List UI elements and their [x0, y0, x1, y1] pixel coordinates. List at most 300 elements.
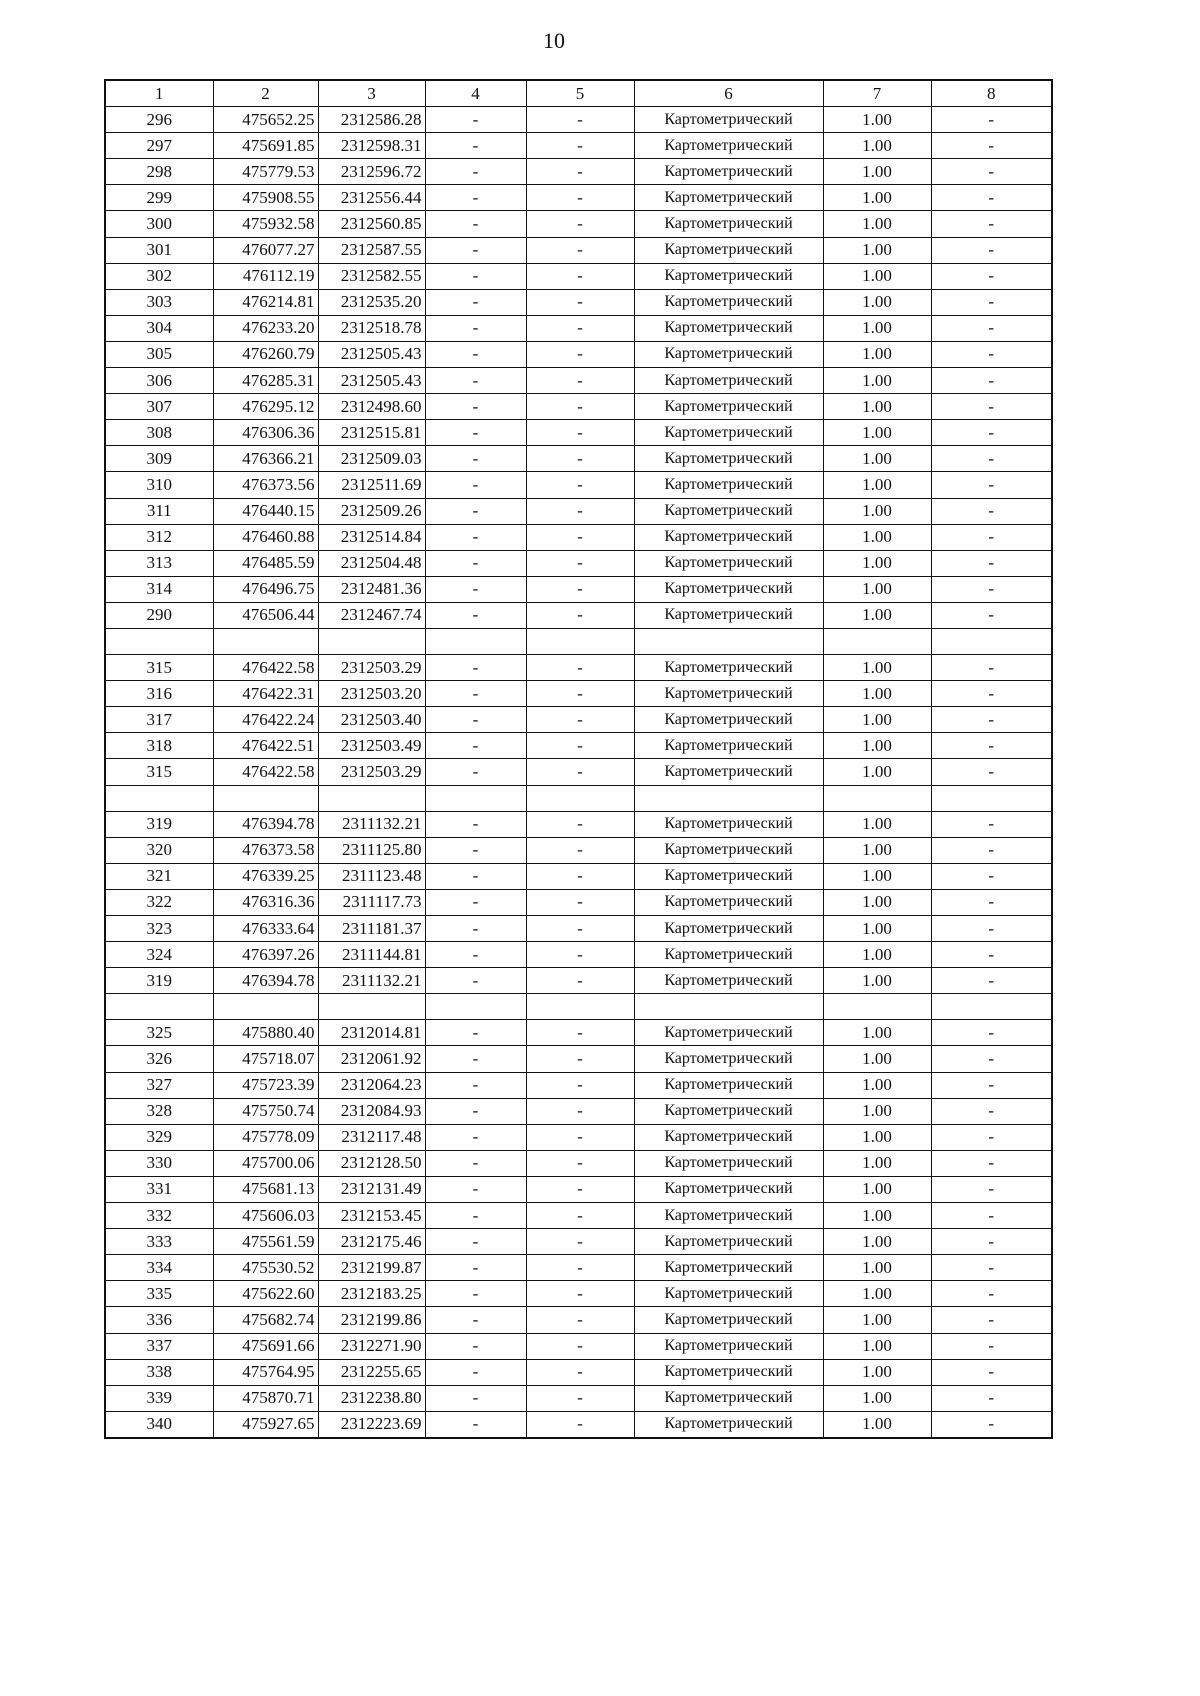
col-5-cell: - [526, 681, 634, 707]
accuracy-cell: 1.00 [823, 341, 931, 367]
table-row [105, 602, 1052, 628]
accuracy-cell [823, 994, 931, 1020]
y-coordinate-cell: 2312514.84 [318, 524, 425, 550]
col-4-cell: - [425, 394, 526, 420]
col-8-cell: - [931, 550, 1052, 576]
separator-row [105, 628, 1052, 654]
point-number-cell: 332 [105, 1203, 213, 1229]
method-cell: Картометрический [634, 1020, 823, 1046]
method-cell: Картометрический [634, 707, 823, 733]
table-row [105, 446, 1052, 472]
method-cell: Картометрический [634, 315, 823, 341]
x-coordinate-cell: 475691.66 [213, 1333, 318, 1359]
point-number-cell: 314 [105, 576, 213, 602]
y-coordinate-cell: 2312503.29 [318, 655, 425, 681]
table-row [105, 1176, 1052, 1202]
col-4-cell: - [425, 889, 526, 915]
point-number-cell: 327 [105, 1072, 213, 1098]
col-8-cell: - [931, 368, 1052, 394]
col-5-cell: - [526, 602, 634, 628]
method-cell: Картометрический [634, 524, 823, 550]
method-cell: Картометрический [634, 655, 823, 681]
point-number-cell: 300 [105, 211, 213, 237]
col-4-cell: - [425, 1098, 526, 1124]
table-row [105, 472, 1052, 498]
col-8-cell: - [931, 420, 1052, 446]
x-coordinate-cell: 475764.95 [213, 1359, 318, 1385]
x-coordinate-cell [213, 628, 318, 654]
col-8-cell: - [931, 916, 1052, 942]
accuracy-cell: 1.00 [823, 655, 931, 681]
x-coordinate-cell: 475927.65 [213, 1411, 318, 1438]
table-row [105, 1124, 1052, 1150]
y-coordinate-cell: 2312598.31 [318, 133, 425, 159]
accuracy-cell: 1.00 [823, 602, 931, 628]
col-5-cell: - [526, 837, 634, 863]
separator-row [105, 994, 1052, 1020]
point-number-cell: 339 [105, 1385, 213, 1411]
y-coordinate-cell: 2312498.60 [318, 394, 425, 420]
point-number-cell: 315 [105, 759, 213, 785]
col-4-cell: - [425, 942, 526, 968]
y-coordinate-cell: 2312505.43 [318, 368, 425, 394]
table-row [105, 211, 1052, 237]
col-4-cell: - [425, 211, 526, 237]
col-4-cell: - [425, 368, 526, 394]
y-coordinate-cell: 2312586.28 [318, 107, 425, 133]
accuracy-cell: 1.00 [823, 368, 931, 394]
col-8-cell: - [931, 968, 1052, 994]
col-8-cell: - [931, 1124, 1052, 1150]
y-coordinate-cell: 2311123.48 [318, 863, 425, 889]
point-number-cell: 329 [105, 1124, 213, 1150]
y-coordinate-cell: 2311144.81 [318, 942, 425, 968]
col-8-cell: - [931, 681, 1052, 707]
col-8-cell: - [931, 159, 1052, 185]
col-8-cell: - [931, 1255, 1052, 1281]
col-4-cell: - [425, 341, 526, 367]
point-number-cell: 311 [105, 498, 213, 524]
point-number-cell: 308 [105, 420, 213, 446]
table-row [105, 1046, 1052, 1072]
method-cell [634, 785, 823, 811]
col-5-cell: - [526, 968, 634, 994]
y-coordinate-cell: 2312131.49 [318, 1176, 425, 1202]
y-coordinate-cell: 2312504.48 [318, 550, 425, 576]
x-coordinate-cell: 476366.21 [213, 446, 318, 472]
method-cell: Картометрический [634, 472, 823, 498]
method-cell: Картометрический [634, 681, 823, 707]
accuracy-cell: 1.00 [823, 159, 931, 185]
col-5-cell: - [526, 1203, 634, 1229]
y-coordinate-cell: 2312199.87 [318, 1255, 425, 1281]
y-coordinate-cell: 2312511.69 [318, 472, 425, 498]
x-coordinate-cell: 476485.59 [213, 550, 318, 576]
col-8-cell: - [931, 1411, 1052, 1438]
table-row [105, 263, 1052, 289]
col-5-cell: - [526, 341, 634, 367]
point-number-cell: 305 [105, 341, 213, 367]
col-5-cell: - [526, 889, 634, 915]
point-number-cell: 310 [105, 472, 213, 498]
y-coordinate-cell: 2312223.69 [318, 1411, 425, 1438]
col-4-cell: - [425, 159, 526, 185]
col-4-cell: - [425, 576, 526, 602]
y-coordinate-cell: 2312238.80 [318, 1385, 425, 1411]
col-4-cell: - [425, 524, 526, 550]
col-5-cell [526, 994, 634, 1020]
accuracy-cell: 1.00 [823, 1203, 931, 1229]
table-row [105, 863, 1052, 889]
col-4-cell: - [425, 655, 526, 681]
col-4-cell: - [425, 863, 526, 889]
x-coordinate-cell: 475681.13 [213, 1176, 318, 1202]
col-5-cell: - [526, 550, 634, 576]
point-number-cell: 313 [105, 550, 213, 576]
accuracy-cell: 1.00 [823, 1359, 931, 1385]
point-number-cell: 323 [105, 916, 213, 942]
accuracy-cell: 1.00 [823, 863, 931, 889]
column-header: 1 [105, 80, 213, 107]
accuracy-cell: 1.00 [823, 916, 931, 942]
col-5-cell: - [526, 315, 634, 341]
x-coordinate-cell: 475606.03 [213, 1203, 318, 1229]
y-coordinate-cell: 2312255.65 [318, 1359, 425, 1385]
col-8-cell: - [931, 394, 1052, 420]
col-4-cell: - [425, 1307, 526, 1333]
method-cell: Картометрический [634, 576, 823, 602]
col-5-cell: - [526, 263, 634, 289]
col-5-cell: - [526, 211, 634, 237]
col-8-cell: - [931, 341, 1052, 367]
col-8-cell: - [931, 889, 1052, 915]
col-5-cell: - [526, 733, 634, 759]
x-coordinate-cell: 475691.85 [213, 133, 318, 159]
column-header: 2 [213, 80, 318, 107]
table-row [105, 916, 1052, 942]
method-cell: Картометрический [634, 237, 823, 263]
method-cell: Картометрический [634, 1255, 823, 1281]
col-4-cell: - [425, 315, 526, 341]
method-cell: Картометрический [634, 107, 823, 133]
accuracy-cell: 1.00 [823, 1176, 931, 1202]
col-4-cell: - [425, 107, 526, 133]
col-8-cell: - [931, 655, 1052, 681]
point-number-cell: 335 [105, 1281, 213, 1307]
col-8-cell: - [931, 707, 1052, 733]
method-cell: Картометрический [634, 916, 823, 942]
column-header: 4 [425, 80, 526, 107]
y-coordinate-cell: 2312587.55 [318, 237, 425, 263]
table-row [105, 1020, 1052, 1046]
y-coordinate-cell: 2312503.49 [318, 733, 425, 759]
x-coordinate-cell: 475622.60 [213, 1281, 318, 1307]
col-8-cell: - [931, 1281, 1052, 1307]
col-8-cell: - [931, 107, 1052, 133]
point-number-cell: 331 [105, 1176, 213, 1202]
y-coordinate-cell: 2312061.92 [318, 1046, 425, 1072]
col-4-cell [425, 994, 526, 1020]
col-4-cell: - [425, 1333, 526, 1359]
x-coordinate-cell: 476077.27 [213, 237, 318, 263]
point-number-cell: 322 [105, 889, 213, 915]
table-row [105, 341, 1052, 367]
table-row [105, 759, 1052, 785]
y-coordinate-cell: 2312535.20 [318, 289, 425, 315]
method-cell: Картометрический [634, 602, 823, 628]
table-row [105, 707, 1052, 733]
x-coordinate-cell: 476214.81 [213, 289, 318, 315]
y-coordinate-cell: 2311132.21 [318, 811, 425, 837]
col-5-cell: - [526, 159, 634, 185]
column-header: 7 [823, 80, 931, 107]
col-4-cell [425, 628, 526, 654]
table-row [105, 1098, 1052, 1124]
point-number-cell: 321 [105, 863, 213, 889]
point-number-cell: 336 [105, 1307, 213, 1333]
point-number-cell: 301 [105, 237, 213, 263]
col-8-cell: - [931, 1046, 1052, 1072]
col-4-cell: - [425, 1203, 526, 1229]
accuracy-cell: 1.00 [823, 185, 931, 211]
method-cell: Картометрический [634, 1124, 823, 1150]
table-row [105, 1229, 1052, 1255]
col-4-cell: - [425, 446, 526, 472]
table-header-row [105, 80, 1052, 107]
point-number-cell: 298 [105, 159, 213, 185]
y-coordinate-cell: 2312503.29 [318, 759, 425, 785]
accuracy-cell: 1.00 [823, 837, 931, 863]
col-5-cell: - [526, 1333, 634, 1359]
x-coordinate-cell: 475908.55 [213, 185, 318, 211]
col-8-cell: - [931, 811, 1052, 837]
col-5-cell: - [526, 524, 634, 550]
col-8-cell: - [931, 863, 1052, 889]
col-4-cell: - [425, 681, 526, 707]
method-cell: Картометрический [634, 968, 823, 994]
x-coordinate-cell: 476460.88 [213, 524, 318, 550]
y-coordinate-cell: 2311181.37 [318, 916, 425, 942]
x-coordinate-cell: 475561.59 [213, 1229, 318, 1255]
y-coordinate-cell: 2312481.36 [318, 576, 425, 602]
col-8-cell: - [931, 524, 1052, 550]
table-row [105, 107, 1052, 133]
col-4-cell: - [425, 1176, 526, 1202]
point-number-cell: 340 [105, 1411, 213, 1438]
col-4-cell: - [425, 1385, 526, 1411]
point-number-cell: 307 [105, 394, 213, 420]
col-5-cell: - [526, 655, 634, 681]
point-number-cell: 306 [105, 368, 213, 394]
accuracy-cell: 1.00 [823, 524, 931, 550]
col-4-cell: - [425, 837, 526, 863]
accuracy-cell: 1.00 [823, 707, 931, 733]
point-number-cell: 325 [105, 1020, 213, 1046]
point-number-cell: 326 [105, 1046, 213, 1072]
col-5-cell: - [526, 1359, 634, 1385]
col-4-cell: - [425, 1072, 526, 1098]
col-4-cell [425, 785, 526, 811]
col-8-cell: - [931, 602, 1052, 628]
method-cell: Картометрический [634, 942, 823, 968]
col-5-cell [526, 628, 634, 654]
col-5-cell: - [526, 1307, 634, 1333]
col-5-cell: - [526, 1150, 634, 1176]
point-number-cell: 319 [105, 811, 213, 837]
point-number-cell: 317 [105, 707, 213, 733]
accuracy-cell: 1.00 [823, 420, 931, 446]
method-cell: Картометрический [634, 1072, 823, 1098]
x-coordinate-cell: 476440.15 [213, 498, 318, 524]
accuracy-cell: 1.00 [823, 889, 931, 915]
accuracy-cell: 1.00 [823, 107, 931, 133]
x-coordinate-cell: 476397.26 [213, 942, 318, 968]
col-5-cell: - [526, 1255, 634, 1281]
table-row [105, 289, 1052, 315]
method-cell: Картометрический [634, 837, 823, 863]
table-row [105, 576, 1052, 602]
col-4-cell: - [425, 811, 526, 837]
accuracy-cell: 1.00 [823, 576, 931, 602]
col-8-cell: - [931, 1098, 1052, 1124]
col-5-cell: - [526, 1098, 634, 1124]
method-cell: Картометрический [634, 185, 823, 211]
table-row [105, 1255, 1052, 1281]
table-row [105, 1150, 1052, 1176]
col-4-cell: - [425, 1124, 526, 1150]
col-4-cell: - [425, 133, 526, 159]
method-cell: Картометрический [634, 811, 823, 837]
point-number-cell: 297 [105, 133, 213, 159]
col-8-cell: - [931, 837, 1052, 863]
x-coordinate-cell: 476285.31 [213, 368, 318, 394]
col-5-cell: - [526, 1411, 634, 1438]
col-5-cell: - [526, 1046, 634, 1072]
col-8-cell [931, 994, 1052, 1020]
x-coordinate-cell: 476422.24 [213, 707, 318, 733]
x-coordinate-cell: 476306.36 [213, 420, 318, 446]
col-4-cell: - [425, 1359, 526, 1385]
table-row [105, 889, 1052, 915]
point-number-cell: 334 [105, 1255, 213, 1281]
y-coordinate-cell: 2312518.78 [318, 315, 425, 341]
method-cell: Картометрический [634, 1229, 823, 1255]
table-row [105, 133, 1052, 159]
accuracy-cell: 1.00 [823, 394, 931, 420]
table-row [105, 420, 1052, 446]
column-header: 5 [526, 80, 634, 107]
table-row [105, 1411, 1052, 1438]
col-8-cell [931, 785, 1052, 811]
x-coordinate-cell: 476422.58 [213, 655, 318, 681]
table-row [105, 524, 1052, 550]
y-coordinate-cell: 2312505.43 [318, 341, 425, 367]
col-5-cell: - [526, 759, 634, 785]
col-5-cell: - [526, 916, 634, 942]
col-5-cell: - [526, 863, 634, 889]
col-4-cell: - [425, 707, 526, 733]
method-cell: Картометрический [634, 759, 823, 785]
col-8-cell: - [931, 472, 1052, 498]
x-coordinate-cell: 476394.78 [213, 811, 318, 837]
table-row [105, 315, 1052, 341]
y-coordinate-cell: 2311132.21 [318, 968, 425, 994]
y-coordinate-cell: 2312014.81 [318, 1020, 425, 1046]
x-coordinate-cell: 475870.71 [213, 1385, 318, 1411]
accuracy-cell: 1.00 [823, 1307, 931, 1333]
y-coordinate-cell: 2312064.23 [318, 1072, 425, 1098]
accuracy-cell: 1.00 [823, 211, 931, 237]
method-cell: Картометрический [634, 889, 823, 915]
col-8-cell: - [931, 1150, 1052, 1176]
col-4-cell: - [425, 602, 526, 628]
accuracy-cell: 1.00 [823, 1411, 931, 1438]
accuracy-cell: 1.00 [823, 1072, 931, 1098]
y-coordinate-cell: 2312560.85 [318, 211, 425, 237]
col-4-cell: - [425, 498, 526, 524]
col-5-cell: - [526, 707, 634, 733]
method-cell: Картометрический [634, 420, 823, 446]
accuracy-cell: 1.00 [823, 1046, 931, 1072]
table-row [105, 681, 1052, 707]
x-coordinate-cell: 475723.39 [213, 1072, 318, 1098]
accuracy-cell: 1.00 [823, 237, 931, 263]
col-4-cell: - [425, 237, 526, 263]
col-5-cell: - [526, 368, 634, 394]
accuracy-cell: 1.00 [823, 289, 931, 315]
col-5-cell: - [526, 1281, 634, 1307]
x-coordinate-cell: 476333.64 [213, 916, 318, 942]
column-header: 3 [318, 80, 425, 107]
method-cell: Картометрический [634, 1385, 823, 1411]
y-coordinate-cell: 2311117.73 [318, 889, 425, 915]
method-cell [634, 628, 823, 654]
col-8-cell: - [931, 759, 1052, 785]
col-8-cell: - [931, 942, 1052, 968]
x-coordinate-cell: 476233.20 [213, 315, 318, 341]
accuracy-cell: 1.00 [823, 1255, 931, 1281]
y-coordinate-cell: 2312199.86 [318, 1307, 425, 1333]
point-number-cell [105, 785, 213, 811]
x-coordinate-cell: 475530.52 [213, 1255, 318, 1281]
method-cell: Картометрический [634, 1281, 823, 1307]
table-row [105, 550, 1052, 576]
col-5-cell: - [526, 237, 634, 263]
x-coordinate-cell: 476506.44 [213, 602, 318, 628]
col-8-cell: - [931, 1359, 1052, 1385]
col-5-cell: - [526, 394, 634, 420]
point-number-cell: 316 [105, 681, 213, 707]
y-coordinate-cell: 2312503.40 [318, 707, 425, 733]
y-coordinate-cell: 2312153.45 [318, 1203, 425, 1229]
col-4-cell: - [425, 1020, 526, 1046]
y-coordinate-cell: 2312183.25 [318, 1281, 425, 1307]
table-row [105, 1359, 1052, 1385]
x-coordinate-cell: 476496.75 [213, 576, 318, 602]
table-row [105, 159, 1052, 185]
table-row [105, 1307, 1052, 1333]
accuracy-cell: 1.00 [823, 1150, 931, 1176]
accuracy-cell: 1.00 [823, 1333, 931, 1359]
point-number-cell: 304 [105, 315, 213, 341]
col-5-cell: - [526, 472, 634, 498]
point-number-cell: 320 [105, 837, 213, 863]
col-8-cell: - [931, 133, 1052, 159]
separator-row [105, 785, 1052, 811]
accuracy-cell: 1.00 [823, 1281, 931, 1307]
accuracy-cell: 1.00 [823, 1385, 931, 1411]
col-8-cell: - [931, 498, 1052, 524]
